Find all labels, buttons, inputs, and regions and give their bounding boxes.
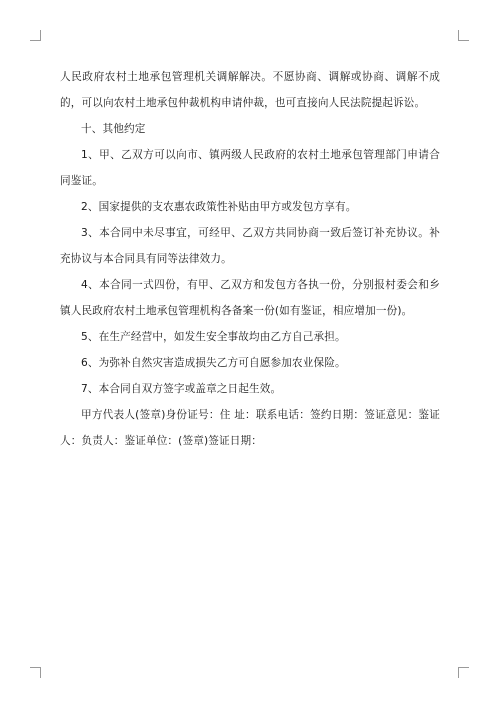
clause-5-safety-liability: 5、在生产经营中，如发生安全事故均由乙方自己承担。: [81, 331, 346, 343]
clause-3-supplementary-agreement: 3、本合同中未尽事宜，可经甲、乙双方共同协商一致后签订补充协议。补充协议与本合同具有同等法律效力。: [60, 227, 440, 265]
clause-6-agricultural-insurance: 6、为弥补自然灾害造成损失乙方可自愿参加农业保险。: [81, 357, 346, 369]
clause-1-contract-certification: 1、甲、乙双方可以向市、镇两级人民政府的农村土地承包管理部门申请合同鉴证。: [60, 149, 440, 187]
crop-mark-bottom-left: [30, 667, 41, 678]
crop-mark-top-right: [458, 30, 469, 41]
clause-7-effective-date: 7、本合同自双方签字或盖章之日起生效。: [81, 383, 282, 395]
section-heading-other-terms: 十、其他约定: [81, 123, 146, 135]
paragraph-dispute-resolution: 人民政府农村土地承包管理机关调解解决。不愿协商、调解或协商、调解不成的，可以向农村土地承包仲裁机构申请仲裁，也可直接向人民法院提起诉讼。: [60, 71, 440, 109]
signature-fields: 甲方代表人(签章)身份证号：住 址：联系电话：签约日期：签证意见：鉴证人：负责人：鉴证单位：(签章)签证日期：: [60, 409, 440, 447]
document-body: [60, 64, 440, 454]
clause-2-subsidies: 2、国家提供的支农惠农政策性补贴由甲方或发包方享有。: [81, 201, 357, 213]
crop-mark-bottom-right: [458, 667, 469, 678]
crop-mark-top-left: [30, 30, 41, 41]
clause-4-copies-and-filing: 4、本合同一式四份，有甲、乙双方和发包方各执一份，分别报村委会和乡镇人民政府农村土地承包管理机构各备案一份(如有鉴证，相应增加一份)。: [60, 279, 440, 317]
